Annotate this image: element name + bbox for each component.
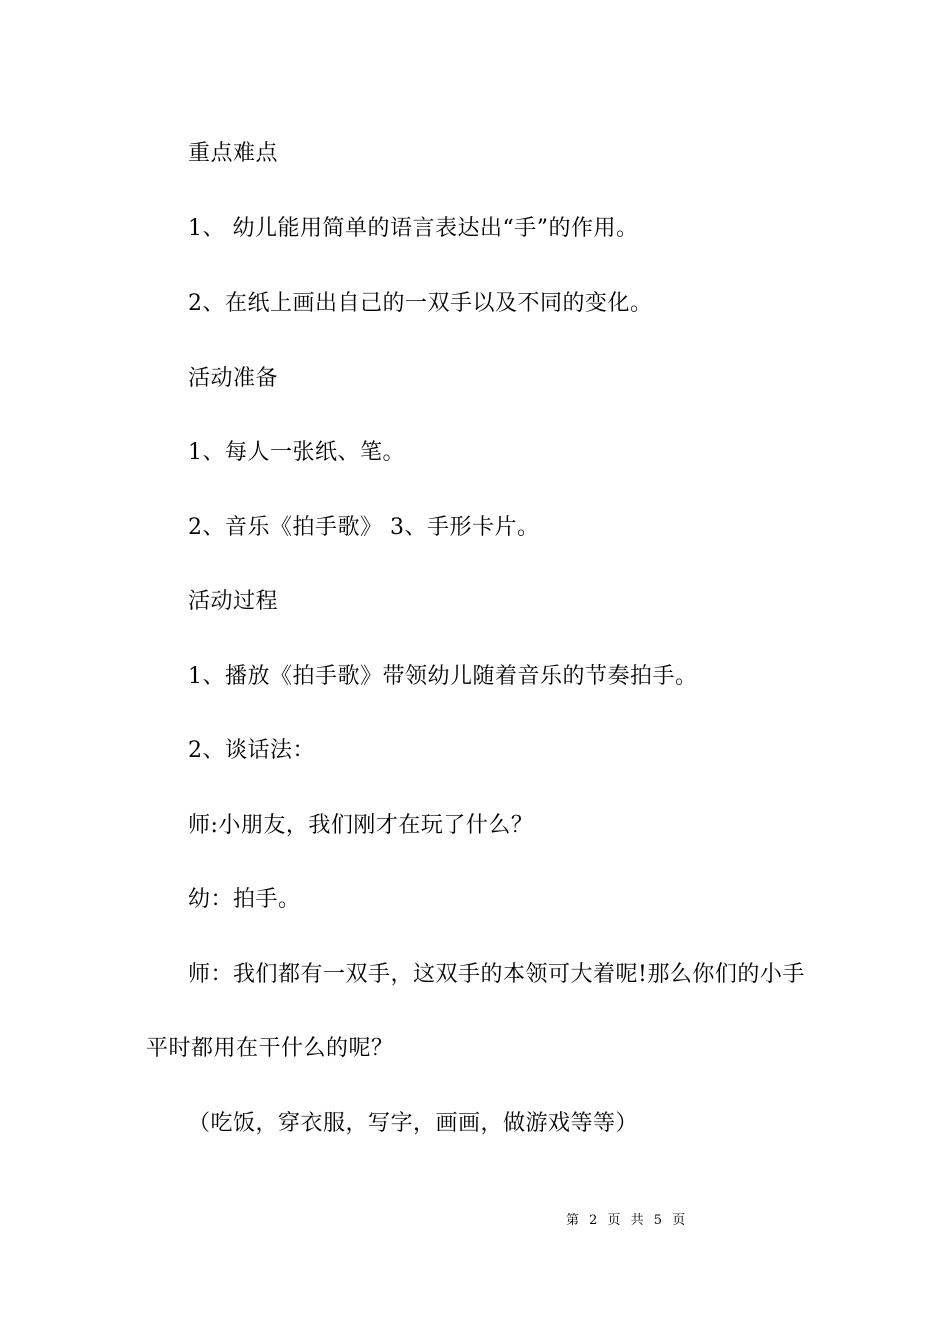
preparation-1: 1、每人一张纸、笔。 — [188, 440, 405, 465]
page-footer: 第 2 页 共 5 页 — [566, 1213, 689, 1228]
dialogue-teacher-1: 师:小朋友，我们刚才在玩了什么？ — [188, 813, 534, 838]
heading-key-points: 重点难点 — [188, 141, 279, 166]
dialogue-examples: （吃饭，穿衣服，写字，画画，做游戏等等） — [188, 1111, 639, 1136]
key-point-1: 1、 幼儿能用简单的语言表达出“手”的作用。 — [188, 216, 639, 241]
heading-preparation: 活动准备 — [188, 366, 279, 391]
key-point-2: 2、在纸上画出自己的一双手以及不同的变化。 — [188, 291, 653, 316]
dialogue-child-1: 幼：拍手。 — [188, 887, 301, 912]
dialogue-teacher-2: 师：我们都有一双手，这双手的本领可大着呢!那么你们的小手 — [188, 962, 805, 987]
heading-process: 活动过程 — [188, 589, 279, 614]
process-step-1: 1、播放《拍手歌》带领幼儿随着音乐的节奏拍手。 — [188, 664, 698, 689]
dialogue-teacher-2-continued: 平时都用在干什么的呢？ — [146, 1036, 394, 1061]
preparation-2: 2、音乐《拍手歌》 3、手形卡片。 — [188, 515, 540, 540]
process-step-2: 2、谈话法： — [188, 738, 315, 763]
